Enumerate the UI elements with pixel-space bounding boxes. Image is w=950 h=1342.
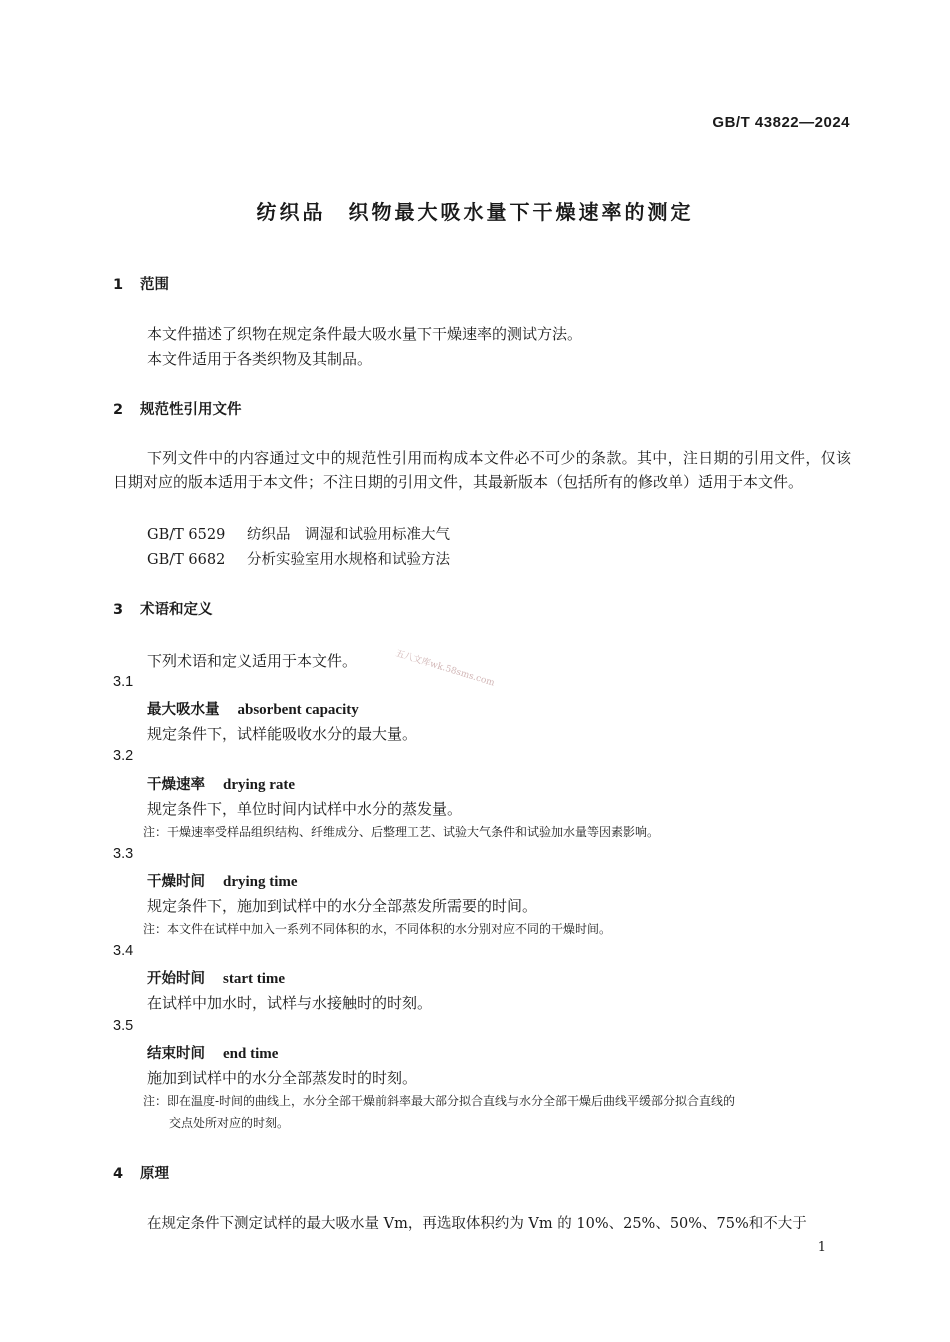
section-title: 范围 [140,277,169,293]
term-definition: 规定条件下，试样能吸收水分的最大量。 [147,725,418,743]
section-title: 原理 [140,1166,169,1182]
term-number: 3.4 [113,943,134,959]
term-chinese: 开始时间 [147,971,205,987]
term-definition: 施加到试样中的水分全部蒸发时的时刻。 [147,1069,418,1087]
term-note [143,1090,851,1134]
section-title: 术语和定义 [140,602,213,618]
page-number: 1 [817,1240,826,1255]
section-number: 4 [113,1166,124,1182]
term-heading [147,967,285,988]
reference-item [147,548,450,569]
reference-code: GB/T 6529 [147,527,226,543]
term-definition: 规定条件下，施加到试样中的水分全部蒸发所需要的时间。 [147,897,538,915]
term-note: 注：干燥速率受样品组织结构、纤维成分、后整理工艺、试验大气条件和试验加水量等因素影响。 [143,825,660,839]
term-heading [147,1042,278,1063]
term-definition: 在试样中加水时，试样与水接触时的时刻。 [147,994,433,1012]
term-heading [147,773,295,794]
section-2-heading [113,398,242,419]
term-number: 3.3 [113,846,134,862]
term-english: end time [223,1046,279,1062]
section-1-heading [113,273,169,294]
watermark: 五八文库wk.58sms.com [394,648,496,689]
normative-references-intro: 下列文件中的内容通过文中的规范性引用而构成本文件必不可少的条款。其中，注日期的引用文件，仅该日期对应的版本适用于本文件；不注日期的引用文件，其最新版本（包括所有的修改单）适用于本文件。 [113,449,851,491]
term-english: drying rate [223,777,296,793]
document-title: 纺织品 织物最大吸水量下干燥速率的测定 [256,200,694,224]
reference-item [147,523,450,544]
term-number: 3.1 [113,674,134,690]
term-heading [147,870,298,891]
term-english: start time [223,971,286,987]
section-number: 3 [113,602,124,618]
term-chinese: 干燥时间 [147,874,205,890]
reference-title: 纺织品 调湿和试验用标准大气 [247,527,450,543]
section-number: 2 [113,402,124,418]
note-line: 交点处所对应的时刻。 [169,1116,290,1130]
term-definition: 规定条件下，单位时间内试样中水分的蒸发量。 [147,800,463,818]
standard-code: GB/T 43822—2024 [712,114,850,131]
scope-paragraph-2: 本文件适用于各类织物及其制品。 [147,350,373,368]
reference-title: 分析实验室用水规格和试验方法 [247,552,450,568]
section-title: 规范性引用文件 [140,402,242,418]
principle-paragraph: 在规定条件下测定试样的最大吸水量 Vm，再选取体积约为 Vm 的 10%、25%、50%、75%和不大于 [147,1216,807,1232]
term-chinese: 结束时间 [147,1046,205,1062]
section-3-heading [113,598,213,619]
reference-code: GB/T 6682 [147,552,226,568]
term-number: 3.2 [113,748,134,764]
section-number: 1 [113,277,124,293]
scope-paragraph-1: 本文件描述了织物在规定条件最大吸水量下干燥速率的测试方法。 [147,325,583,343]
term-chinese: 最大吸水量 [147,702,220,718]
term-english: absorbent capacity [237,702,359,718]
terms-intro: 下列术语和定义适用于本文件。 [147,652,358,670]
term-note: 注：本文件在试样中加入一系列不同体积的水，不同体积的水分别对应不同的干燥时间。 [143,922,612,936]
term-number: 3.5 [113,1018,134,1034]
term-chinese: 干燥速率 [147,777,205,793]
note-line: 注：即在温度-时间的曲线上，水分全部干燥前斜率最大部分拟合直线与水分全部干燥后曲线平缓部分拟合直线的 [143,1094,736,1108]
term-english: drying time [223,874,298,890]
section-4-heading [113,1162,169,1183]
term-heading [147,698,359,719]
